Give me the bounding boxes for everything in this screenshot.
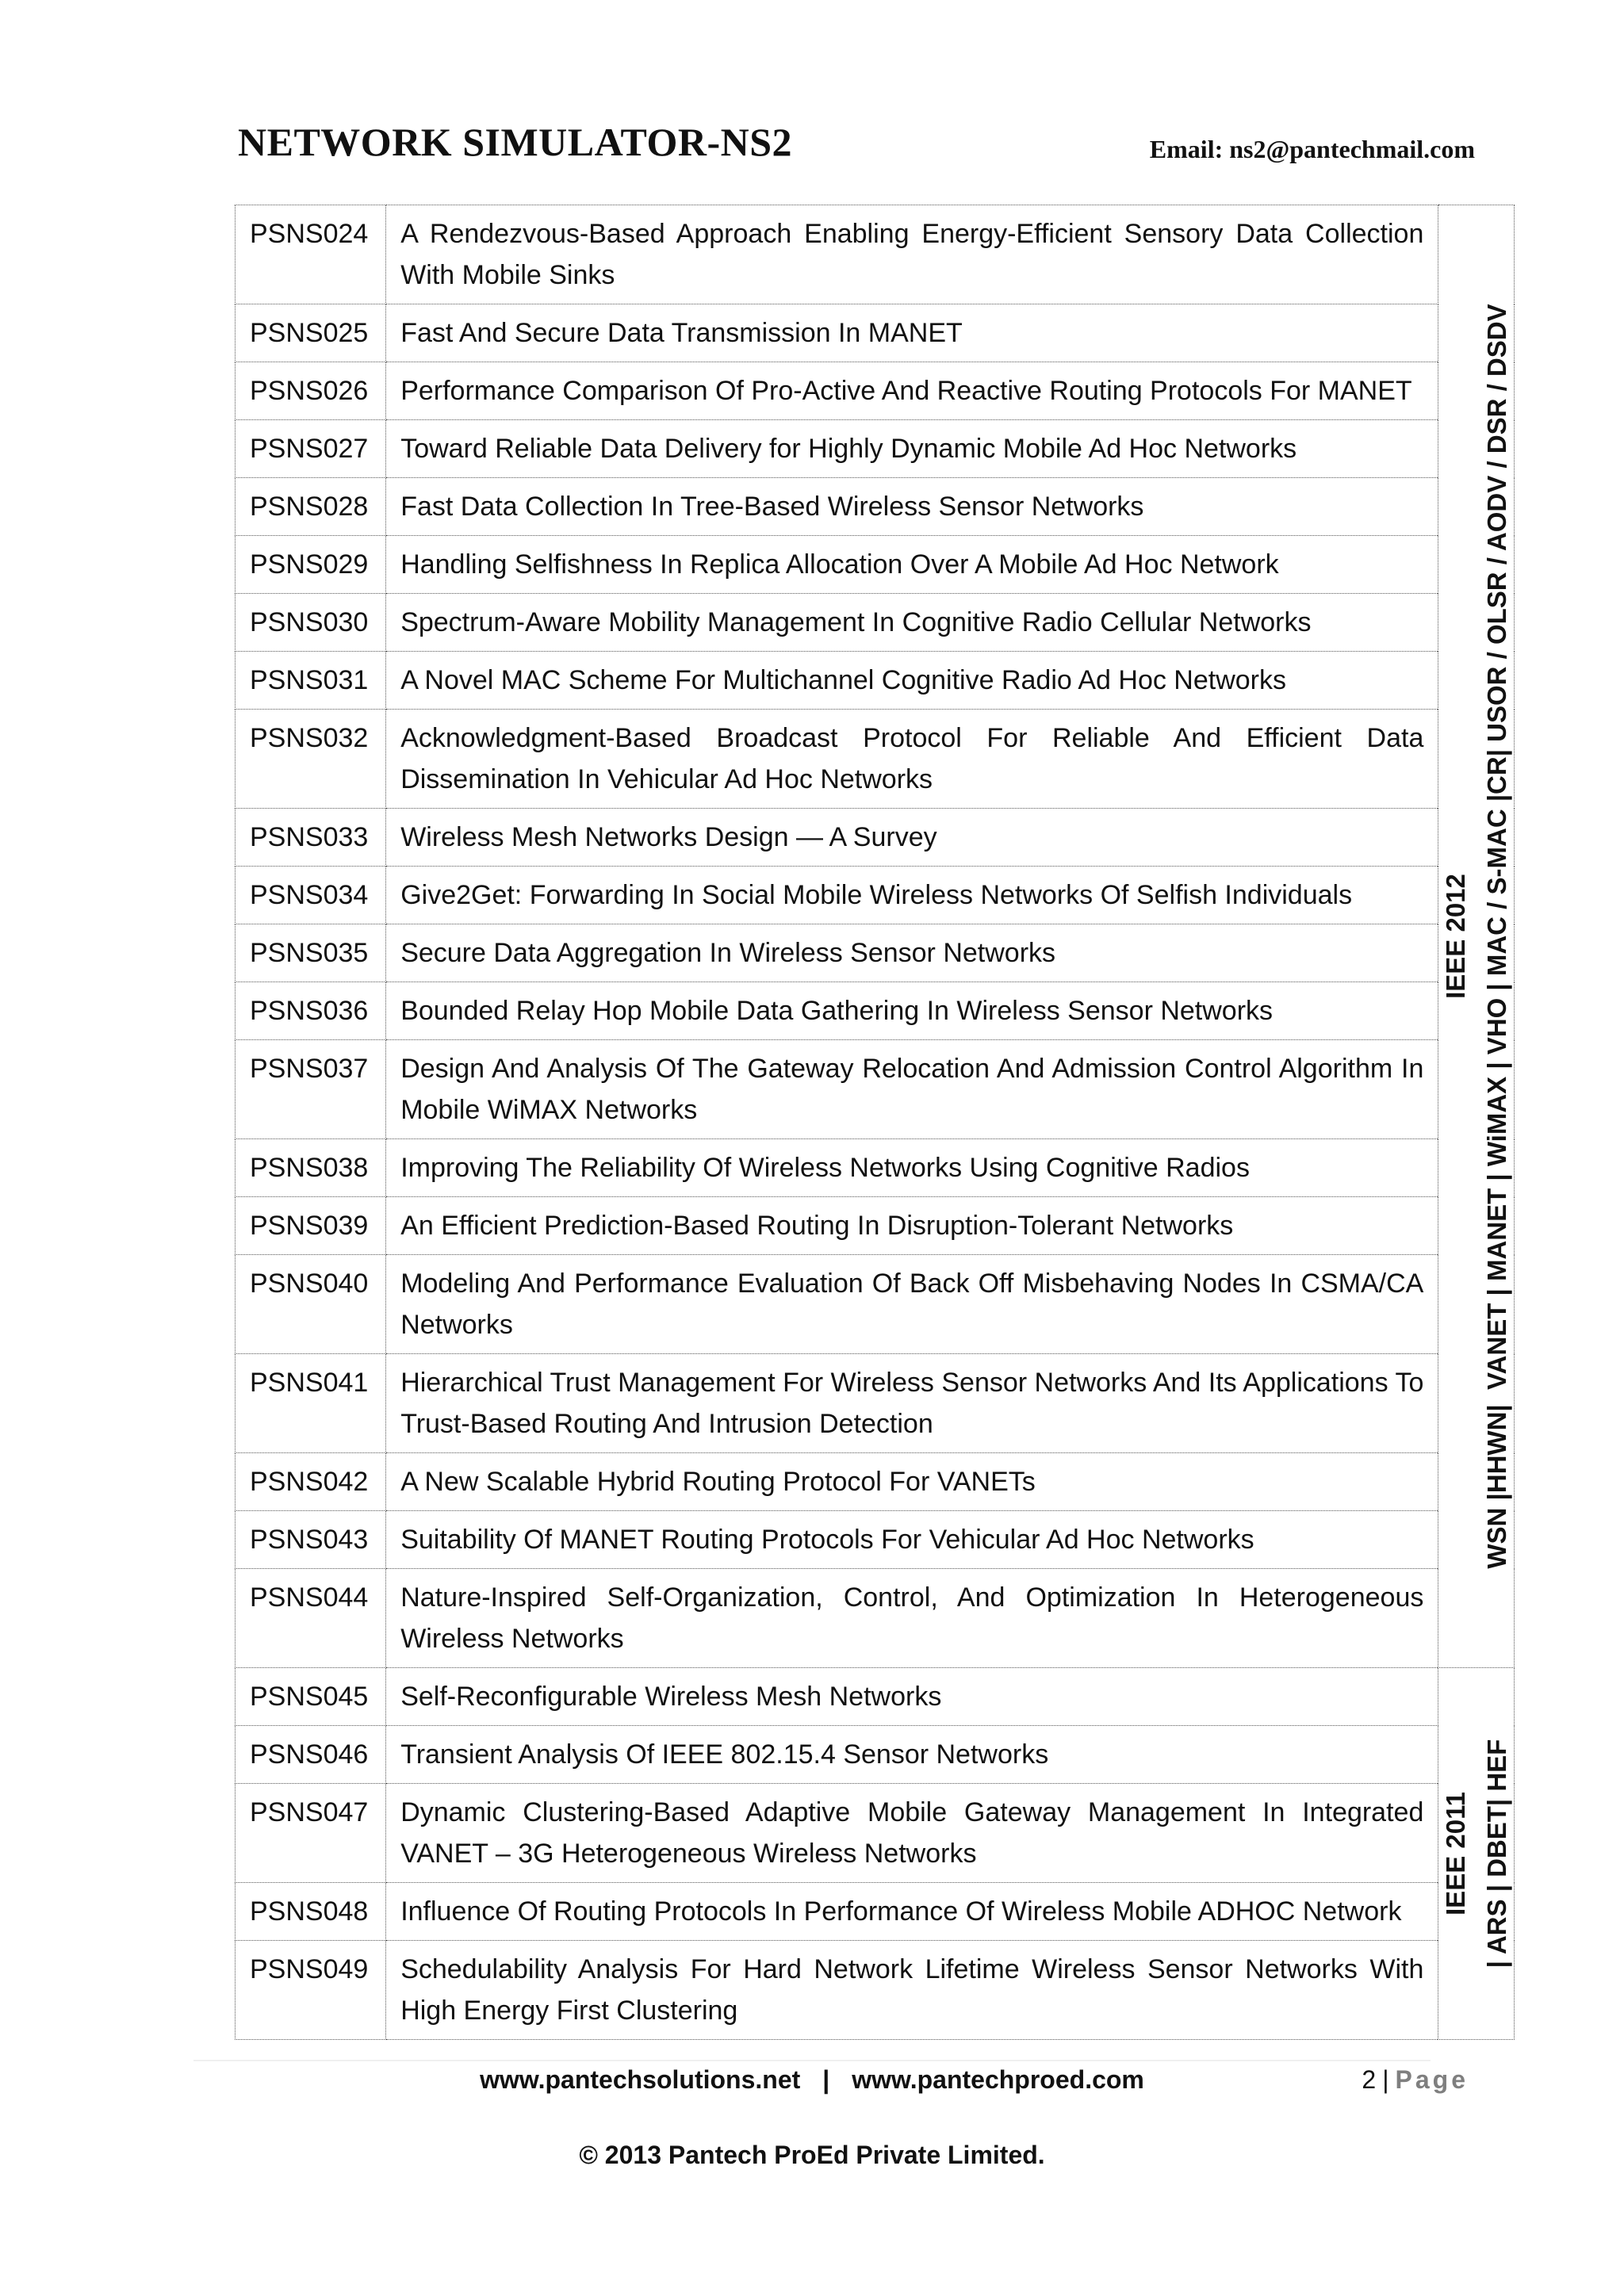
project-code: PSNS041 bbox=[236, 1354, 386, 1453]
project-row bbox=[236, 982, 1515, 1040]
project-row bbox=[236, 710, 1515, 809]
category-label bbox=[1435, 1739, 1518, 1969]
project-row bbox=[236, 1453, 1515, 1511]
project-code: PSNS044 bbox=[236, 1569, 386, 1668]
project-code: PSNS048 bbox=[236, 1883, 386, 1941]
project-code: PSNS028 bbox=[236, 478, 386, 536]
page-number-value: 2 bbox=[1362, 2065, 1377, 2094]
project-row bbox=[236, 594, 1515, 652]
project-title: Hierarchical Trust Management For Wireless Sensor Networks And Its Applications To Trust-Based Routing And Intrusion Detection bbox=[386, 1354, 1438, 1453]
project-title: Transient Analysis Of IEEE 802.15.4 Sensor Networks bbox=[386, 1726, 1438, 1784]
project-code: PSNS049 bbox=[236, 1941, 386, 2040]
project-code: PSNS045 bbox=[236, 1668, 386, 1726]
project-title: Influence Of Routing Protocols In Performance Of Wireless Mobile ADHOC Network bbox=[386, 1883, 1438, 1941]
project-title: Handling Selfishness In Replica Allocation Over A Mobile Ad Hoc Network bbox=[386, 536, 1438, 594]
project-code: PSNS031 bbox=[236, 652, 386, 710]
footer-link-pantechproed[interactable]: www.pantechproed.com bbox=[852, 2065, 1144, 2094]
footer-link-pantechsolutions[interactable]: www.pantechsolutions.net bbox=[480, 2065, 801, 2094]
footer-separator: | bbox=[822, 2065, 830, 2094]
project-row bbox=[236, 1255, 1515, 1354]
project-title: Schedulability Analysis For Hard Network Lifetime Wireless Sensor Networks With High Energy First Clustering bbox=[386, 1941, 1438, 2040]
project-code: PSNS030 bbox=[236, 594, 386, 652]
project-row bbox=[236, 809, 1515, 867]
project-title: Wireless Mesh Networks Design — A Survey bbox=[386, 809, 1438, 867]
project-title: Acknowledgment-Based Broadcast Protocol For Reliable And Efficient Data Dissemination In Vehicular Ad Hoc Networks bbox=[386, 710, 1438, 809]
project-row bbox=[236, 304, 1515, 362]
project-row bbox=[236, 1726, 1515, 1784]
project-code: PSNS039 bbox=[236, 1197, 386, 1255]
project-title: Modeling And Performance Evaluation Of Back Off Misbehaving Nodes In CSMA/CA Networks bbox=[386, 1255, 1438, 1354]
project-title: Fast Data Collection In Tree-Based Wireless Sensor Networks bbox=[386, 478, 1438, 536]
project-row bbox=[236, 1139, 1515, 1197]
project-row bbox=[236, 652, 1515, 710]
project-row bbox=[236, 1354, 1515, 1453]
project-row bbox=[236, 1883, 1515, 1941]
project-row bbox=[236, 1040, 1515, 1139]
project-row bbox=[236, 867, 1515, 924]
project-title: An Efficient Prediction-Based Routing In Disruption-Tolerant Networks bbox=[386, 1197, 1438, 1255]
project-title: Give2Get: Forwarding In Social Mobile Wireless Networks Of Selfish Individuals bbox=[386, 867, 1438, 924]
project-row bbox=[236, 205, 1515, 304]
project-title: Bounded Relay Hop Mobile Data Gathering In Wireless Sensor Networks bbox=[386, 982, 1438, 1040]
project-code: PSNS024 bbox=[236, 205, 386, 304]
category-label bbox=[1435, 304, 1518, 1568]
project-code: PSNS025 bbox=[236, 304, 386, 362]
copyright-notice: © 2013 Pantech ProEd Private Limited. bbox=[579, 2141, 1045, 2169]
project-title: A Rendezvous-Based Approach Enabling Energy-Efficient Sensory Data Collection With Mobile Sinks bbox=[386, 205, 1438, 304]
project-row bbox=[236, 536, 1515, 594]
project-title: A New Scalable Hybrid Routing Protocol For VANETs bbox=[386, 1453, 1438, 1511]
category-topics: | ARS | DBET| HEF bbox=[1481, 1739, 1511, 1969]
category-cell bbox=[1438, 1668, 1515, 2040]
project-code: PSNS047 bbox=[236, 1784, 386, 1883]
project-code: PSNS040 bbox=[236, 1255, 386, 1354]
project-row bbox=[236, 1784, 1515, 1883]
email-label: Email: bbox=[1149, 135, 1224, 163]
project-row bbox=[236, 478, 1515, 536]
project-code: PSNS042 bbox=[236, 1453, 386, 1511]
email-address[interactable]: ns2@pantechmail.com bbox=[1229, 135, 1475, 163]
project-code: PSNS029 bbox=[236, 536, 386, 594]
project-title: Design And Analysis Of The Gateway Relocation And Admission Control Algorithm In Mobile WiMAX Networks bbox=[386, 1040, 1438, 1139]
project-code: PSNS043 bbox=[236, 1511, 386, 1569]
project-table-body bbox=[236, 205, 1515, 2040]
project-code: PSNS038 bbox=[236, 1139, 386, 1197]
category-topics: WSN |HHWN| VANET | MANET | WiMAX | VHO | MAC / S-MAC |CR| USOR / OLSR / AODV / DSR / DSDV bbox=[1481, 304, 1511, 1569]
project-title: Nature-Inspired Self-Organization, Control, And Optimization In Heterogeneous Wireless Networks bbox=[386, 1569, 1438, 1668]
document-title: NETWORK SIMULATOR-NS2 bbox=[238, 120, 793, 164]
project-title: Performance Comparison Of Pro-Active And Reactive Routing Protocols For MANET bbox=[386, 362, 1438, 420]
page-header bbox=[238, 119, 1475, 182]
category-year: IEEE 2011 bbox=[1440, 1792, 1470, 1915]
project-code: PSNS032 bbox=[236, 710, 386, 809]
project-title: Dynamic Clustering-Based Adaptive Mobile Gateway Management In Integrated VANET – 3G Heterogeneous Wireless Networks bbox=[386, 1784, 1438, 1883]
project-table bbox=[235, 205, 1515, 2040]
project-title: Fast And Secure Data Transmission In MANET bbox=[386, 304, 1438, 362]
project-title: Suitability Of MANET Routing Protocols For Vehicular Ad Hoc Networks bbox=[386, 1511, 1438, 1569]
project-title: Secure Data Aggregation In Wireless Sensor Networks bbox=[386, 924, 1438, 982]
project-title: A Novel MAC Scheme For Multichannel Cognitive Radio Ad Hoc Networks bbox=[386, 652, 1438, 710]
project-row bbox=[236, 362, 1515, 420]
page-number-separator: | bbox=[1382, 2065, 1389, 2094]
project-row bbox=[236, 1941, 1515, 2040]
project-code: PSNS033 bbox=[236, 809, 386, 867]
project-title: Improving The Reliability Of Wireless Networks Using Cognitive Radios bbox=[386, 1139, 1438, 1197]
project-row bbox=[236, 1569, 1515, 1668]
project-row bbox=[236, 924, 1515, 982]
project-row bbox=[236, 1511, 1515, 1569]
project-code: PSNS034 bbox=[236, 867, 386, 924]
project-row bbox=[236, 1197, 1515, 1255]
footer-divider bbox=[193, 2060, 1431, 2061]
project-code: PSNS037 bbox=[236, 1040, 386, 1139]
project-code: PSNS035 bbox=[236, 924, 386, 982]
project-row bbox=[236, 1668, 1515, 1726]
project-code: PSNS046 bbox=[236, 1726, 386, 1784]
category-cell bbox=[1438, 205, 1515, 1668]
project-title: Toward Reliable Data Delivery for Highly Dynamic Mobile Ad Hoc Networks bbox=[386, 420, 1438, 478]
project-title: Self-Reconfigurable Wireless Mesh Networks bbox=[386, 1668, 1438, 1726]
project-row bbox=[236, 420, 1515, 478]
project-code: PSNS036 bbox=[236, 982, 386, 1040]
page-number bbox=[1362, 2065, 1469, 2095]
project-code: PSNS026 bbox=[236, 362, 386, 420]
category-year: IEEE 2012 bbox=[1440, 874, 1470, 999]
project-title: Spectrum-Aware Mobility Management In Cognitive Radio Cellular Networks bbox=[386, 594, 1438, 652]
page-word: Page bbox=[1395, 2065, 1469, 2094]
project-code: PSNS027 bbox=[236, 420, 386, 478]
contact-email bbox=[1150, 135, 1475, 164]
